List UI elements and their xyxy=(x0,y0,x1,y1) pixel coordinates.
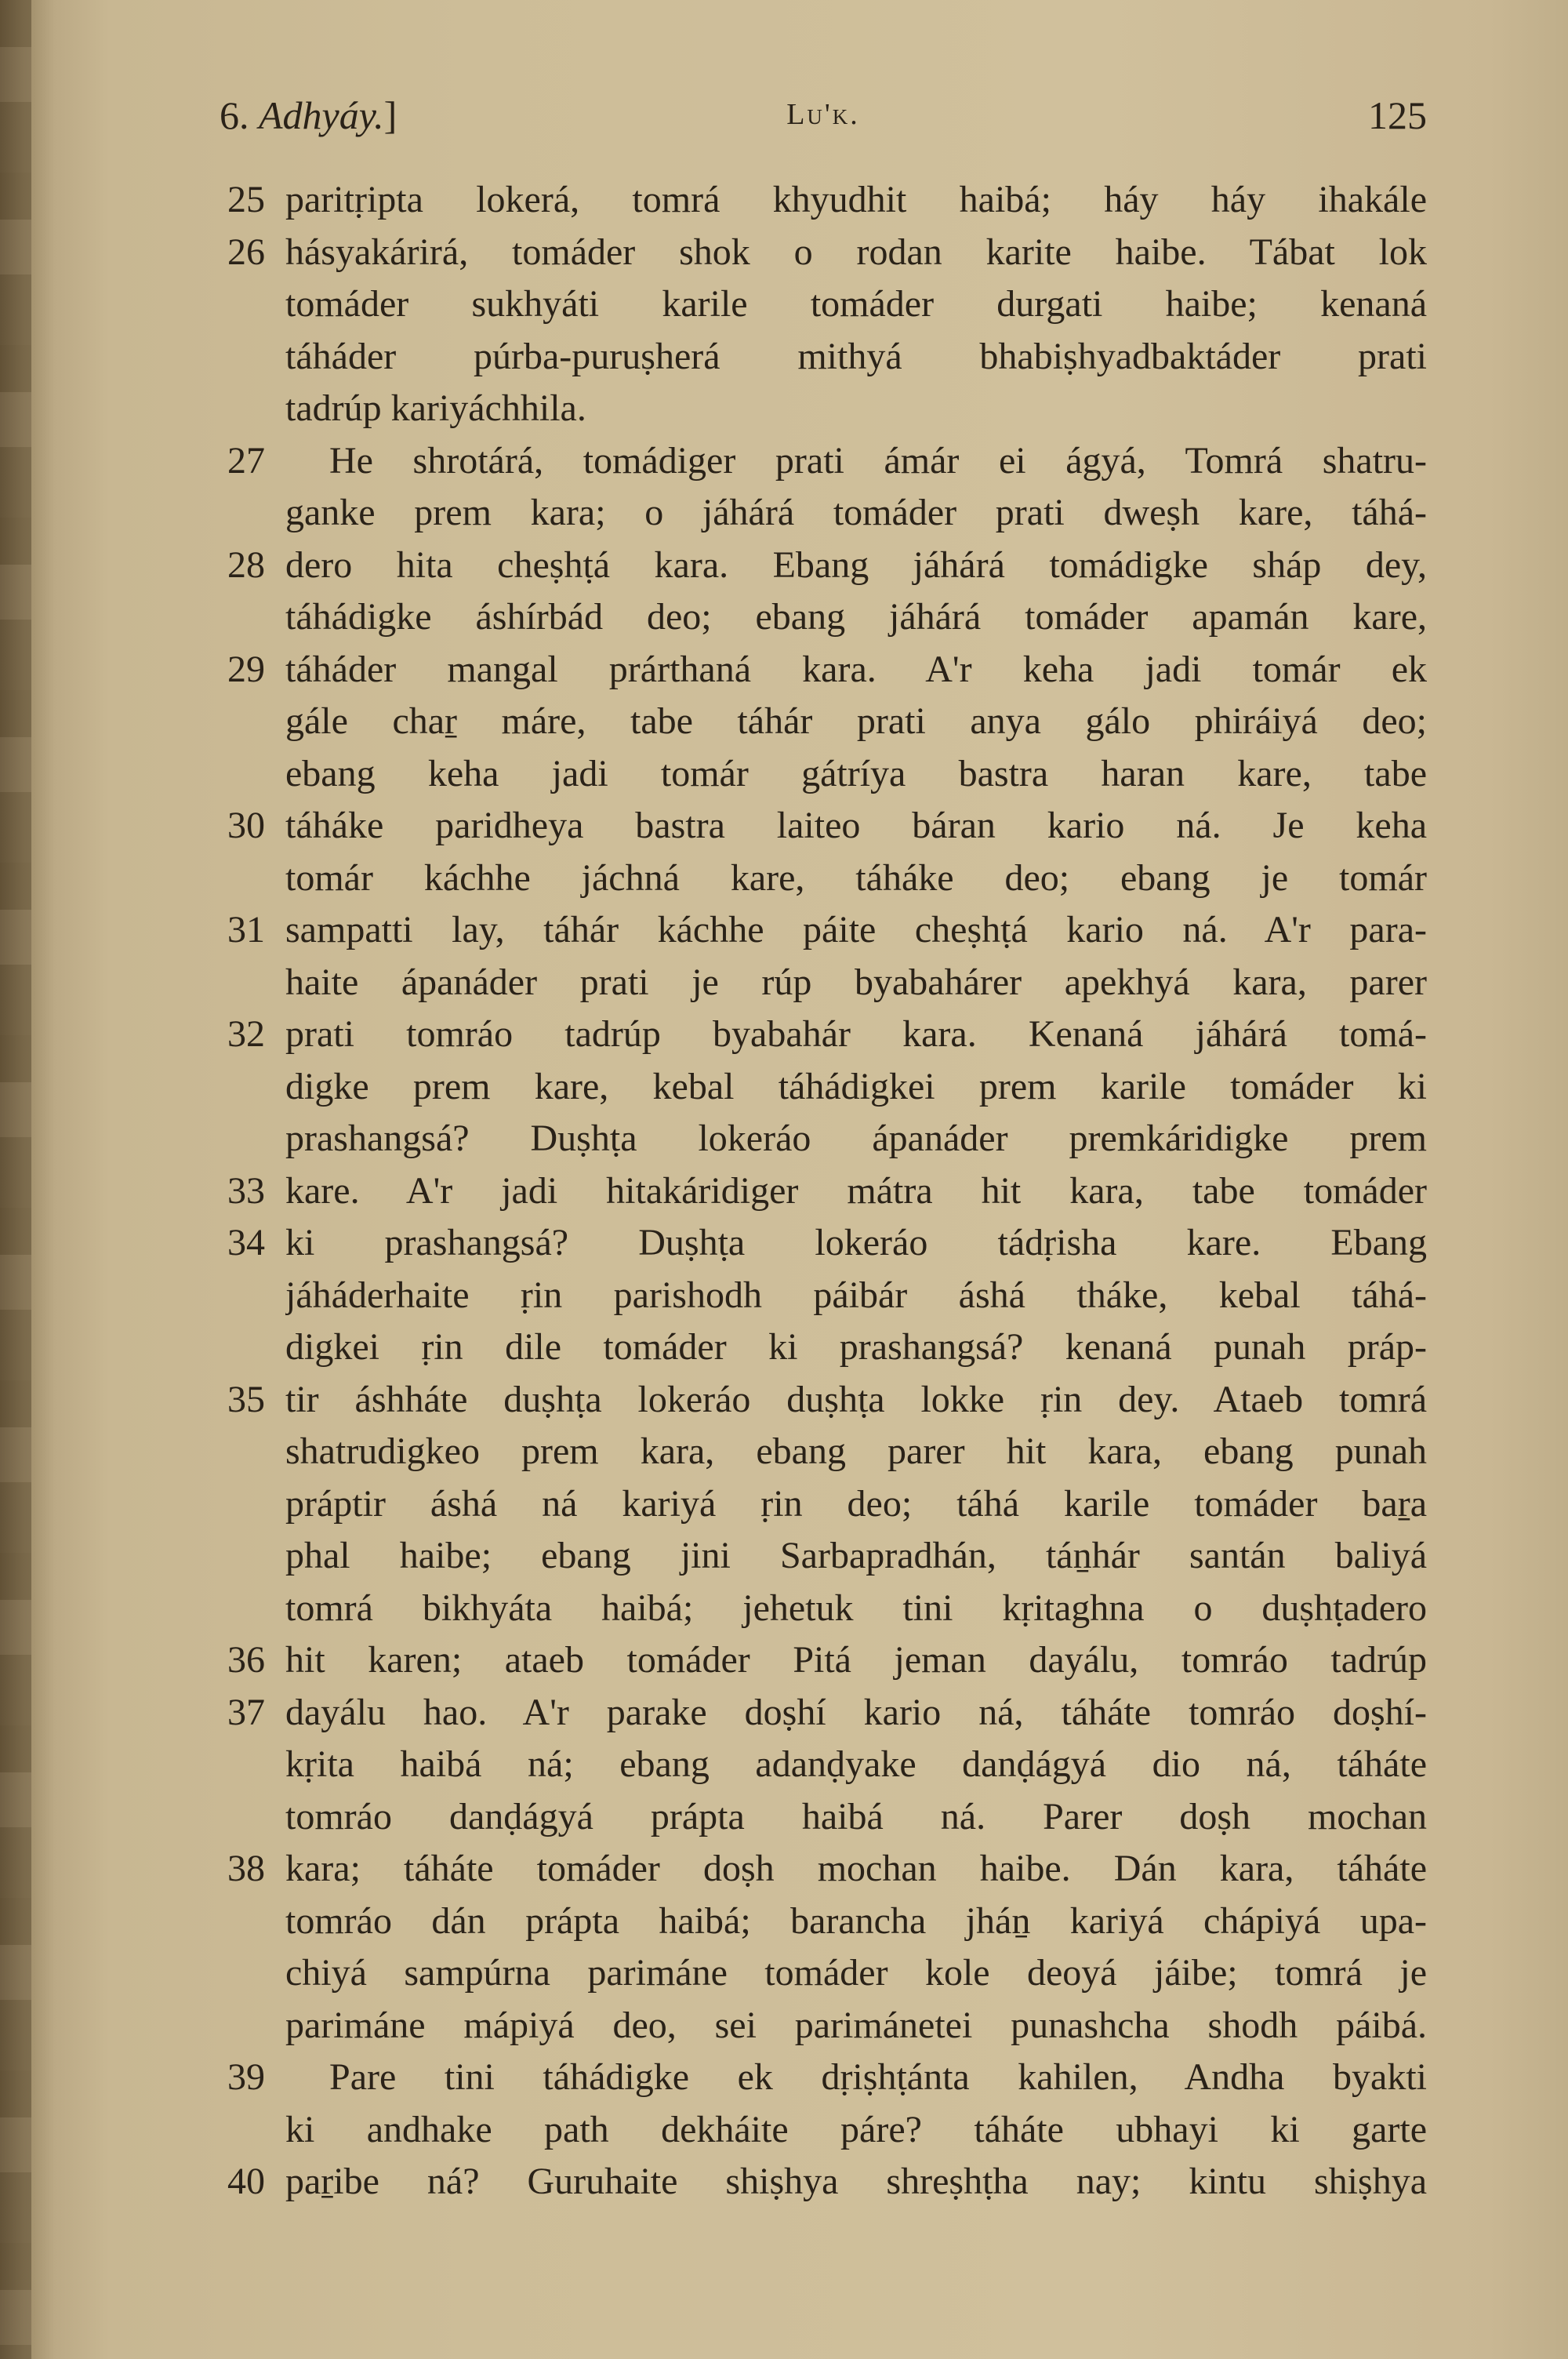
line-text: ki prashangsá? Duṣhṭa lokeráo tádṛisha kare. Ebang xyxy=(285,1222,1427,1263)
verse-number: 37 xyxy=(227,1691,265,1733)
text-line xyxy=(227,1947,1427,2000)
verse-number: 28 xyxy=(227,543,265,586)
text-line xyxy=(227,1217,1427,1270)
text-line xyxy=(227,435,1427,488)
text-line xyxy=(227,1061,1427,1114)
line-text: sampatti lay, táhár káchhe páite cheṣhṭá kario ná. A'r para- xyxy=(285,909,1427,951)
verse-number: 27 xyxy=(227,439,265,482)
line-text: dero hita cheṣhṭá kara. Ebang jáhárá tomádigke sháp dey, xyxy=(285,543,1427,586)
line-text: tadrúp kariyáchhila. xyxy=(285,387,586,429)
line-text: gále chaṟ máre, tabe táhár prati anya gálo phiráiyá deo; xyxy=(285,700,1427,742)
verse-number: 32 xyxy=(227,1013,265,1055)
line-text: jáháderhaite ṛin parishodh páibár áshá tháke, kebal táhá- xyxy=(285,1274,1427,1316)
line-text: tir áshháte duṣhṭa lokeráo duṣhṭa lokke ṛin dey. Ataeb tomrá xyxy=(285,1378,1427,1420)
line-text: hit karen; ataeb tomáder Pitá jeman dayálu, tomráo tadrúp xyxy=(285,1639,1427,1681)
chapter-name: Adhyáy. xyxy=(259,93,384,137)
text-line xyxy=(227,2000,1427,2052)
verse-number: 30 xyxy=(227,805,265,846)
text-line xyxy=(227,174,1427,227)
line-text: prashangsá? Duṣhṭa lokeráo ápanáder premkáridigke prem xyxy=(285,1118,1427,1159)
text-line xyxy=(227,1896,1427,1948)
line-text: kṛita haibá ná; ebang adanḍyake danḍágyá dio ná, táháte xyxy=(285,1743,1427,1785)
line-text: tomráo danḍágyá prápta haibá ná. Parer doṣh mochan xyxy=(285,1795,1427,1837)
line-text: ganke prem kara; o jáhárá tomáder prati dweṣh kare, táhá- xyxy=(285,492,1427,533)
page-body-text xyxy=(227,174,1427,2208)
text-line xyxy=(227,1374,1427,1427)
text-line xyxy=(227,957,1427,1009)
text-line xyxy=(227,1009,1427,1061)
header-bracket: ] xyxy=(383,93,397,137)
line-text: Pare tini táhádigke ek dṛiṣhṭánta kahilen, Andha byakti xyxy=(329,2056,1427,2098)
chapter-number: 6. xyxy=(220,93,249,137)
text-line xyxy=(227,1270,1427,1322)
line-text: tomráo dán prápta haibá; barancha jháṉ kariyá chápiyá upa- xyxy=(285,1899,1427,1942)
text-line xyxy=(227,1113,1427,1165)
line-text: ki andhake path dekháite páre? táháte ubhayi ki garte xyxy=(285,2108,1427,2150)
verse-number: 36 xyxy=(227,1639,265,1681)
verse-number: 29 xyxy=(227,648,265,690)
line-text: táhádigke áshírbád deo; ebang jáhárá tomáder apamán kare, xyxy=(285,596,1427,638)
line-text: ebang keha jadi tomár gátríya bastra haran kare, tabe xyxy=(285,752,1427,794)
text-line xyxy=(227,383,1427,435)
line-text: shatrudigkeo prem kara, ebang parer hit kara, ebang punah xyxy=(285,1430,1427,1472)
text-line xyxy=(227,1478,1427,1531)
verse-number: 38 xyxy=(227,1848,265,1889)
text-line xyxy=(227,1687,1427,1739)
line-text: haite ápanáder prati je rúp byabahárer apekhyá kara, parer xyxy=(285,961,1427,1003)
text-line xyxy=(227,696,1427,748)
line-text: hásyakárirá, tomáder shok o rodan karite haibe. Tábat lok xyxy=(285,231,1427,273)
page-number: 125 xyxy=(1368,93,1427,137)
running-title: Lu'k. xyxy=(786,98,860,131)
verse-number: 39 xyxy=(227,2056,265,2098)
line-text: práptir áshá ná kariyá ṛin deo; táhá karile tomáder baṟa xyxy=(285,1482,1427,1525)
text-line xyxy=(227,1791,1427,1844)
text-line xyxy=(227,904,1427,957)
text-line xyxy=(227,1530,1427,1583)
verse-number: 25 xyxy=(227,179,265,220)
text-line xyxy=(227,644,1427,696)
text-line xyxy=(227,1634,1427,1687)
text-line xyxy=(227,1165,1427,1218)
verse-number: 34 xyxy=(227,1222,265,1263)
line-text: prati tomráo tadrúp byabahár kara. Kenaná jáhárá tomá- xyxy=(285,1013,1427,1055)
text-line xyxy=(227,1583,1427,1635)
line-text: digkei ṛin dile tomáder ki prashangsá? kenaná punah práp- xyxy=(285,1326,1427,1368)
text-line xyxy=(227,2156,1427,2208)
verse-number: 31 xyxy=(227,909,265,951)
text-line xyxy=(227,1843,1427,1896)
line-text: He shrotárá, tomádiger prati ámár ei ágyá, Tomrá shatru- xyxy=(329,439,1427,482)
line-text: paritṛipta lokerá, tomrá khyudhit haibá; háy háy ihakále xyxy=(285,179,1427,220)
line-text: digke prem kare, kebal táhádigkei prem karile tomáder ki xyxy=(285,1065,1427,1107)
line-text: paṟibe ná? Guruhaite shiṣhya shreṣhṭha nay; kintu shiṣhya xyxy=(285,2161,1427,2202)
text-line xyxy=(227,1426,1427,1478)
text-line xyxy=(227,2104,1427,2157)
running-header xyxy=(220,93,1427,147)
text-line xyxy=(227,1321,1427,1374)
text-line xyxy=(227,331,1427,383)
text-line xyxy=(227,227,1427,279)
verse-number: 40 xyxy=(227,2161,265,2202)
book-spine-edge xyxy=(0,0,31,2359)
text-line xyxy=(227,1739,1427,1791)
line-text: kare. A'r jadi hitakáridiger mátra hit kara, tabe tomáder xyxy=(285,1169,1427,1212)
text-line xyxy=(227,2052,1427,2104)
verse-number: 35 xyxy=(227,1378,265,1420)
line-text: kara; táháte tomáder doṣh mochan haibe. Dán kara, táháte xyxy=(285,1848,1427,1889)
text-line xyxy=(227,748,1427,801)
line-text: phal haibe; ebang jini Sarbapradhán, táṉhár santán baliyá xyxy=(285,1535,1427,1576)
line-text: táháke paridheya bastra laiteo báran kario ná. Je keha xyxy=(285,805,1427,846)
text-line xyxy=(227,852,1427,905)
line-text: parimáne mápiyá deo, sei parimánetei punashcha shodh páibá. xyxy=(285,2004,1427,2046)
line-text: tomáder sukhyáti karile tomáder durgati haibe; kenaná xyxy=(285,283,1427,325)
line-text: táháder púrba-puruṣherá mithyá bhabiṣhyadbaktáder prati xyxy=(285,335,1427,377)
line-text: chiyá sampúrna parimáne tomáder kole deoyá jáibe; tomrá je xyxy=(285,1952,1427,1994)
verse-number: 33 xyxy=(227,1169,265,1212)
line-text: táháder mangal prárthaná kara. A'r keha jadi tomár ek xyxy=(285,648,1427,690)
text-line xyxy=(227,800,1427,852)
line-text: tomár káchhe jáchná kare, táháke deo; ebang je tomár xyxy=(285,856,1427,899)
line-text: dayálu hao. A'r parake doṣhí kario ná, táháte tomráo doṣhí- xyxy=(285,1691,1427,1733)
line-text: tomrá bikhyáta haibá; jehetuk tini kṛitaghna o duṣhṭadero xyxy=(285,1587,1427,1629)
text-line xyxy=(227,278,1427,331)
text-line xyxy=(227,540,1427,592)
text-line xyxy=(227,487,1427,540)
verse-number: 26 xyxy=(227,231,265,273)
text-line xyxy=(227,591,1427,644)
